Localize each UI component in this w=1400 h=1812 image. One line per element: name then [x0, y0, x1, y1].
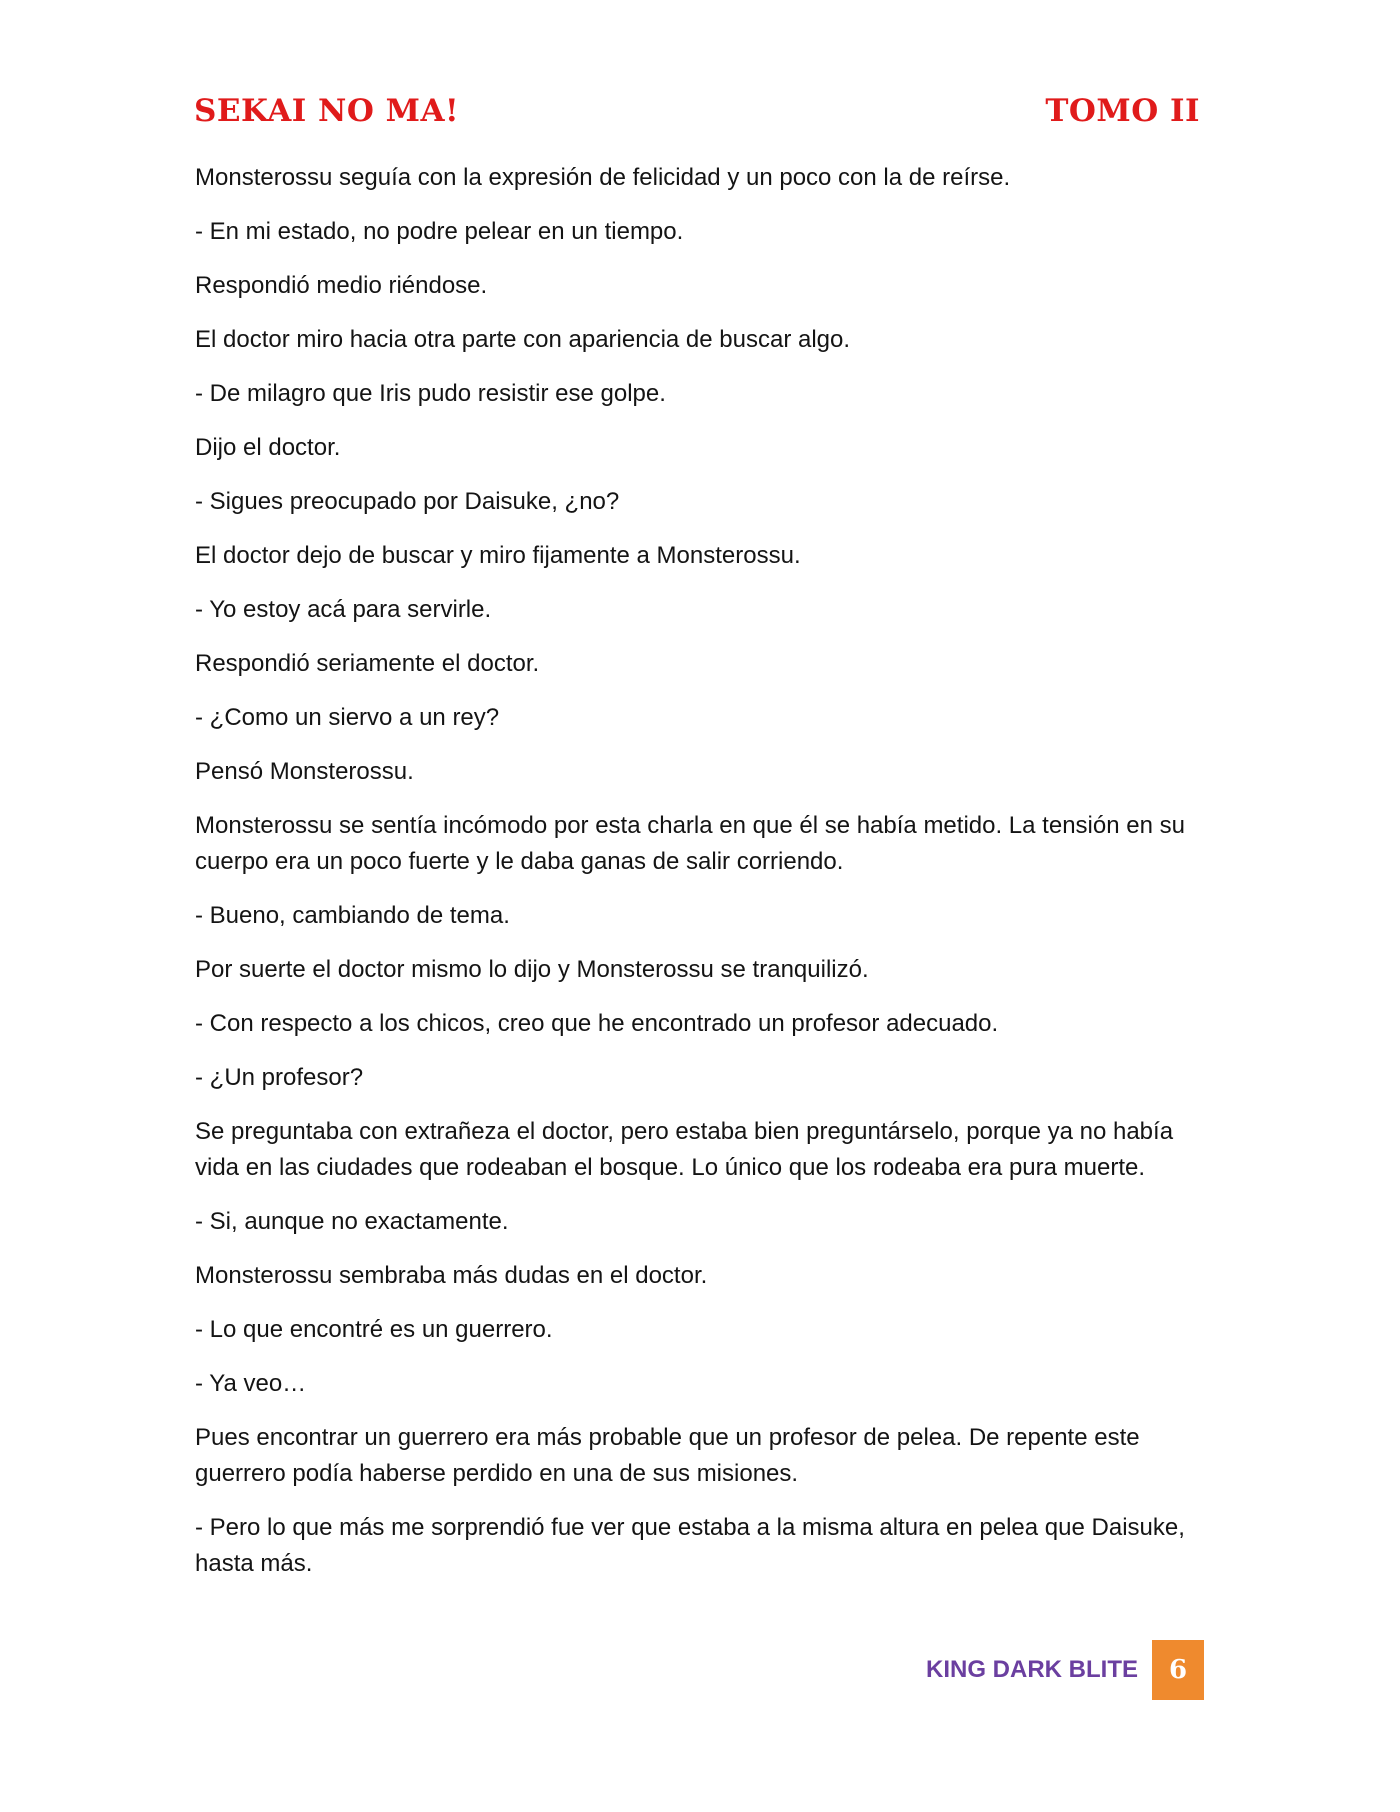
paragraph: Monsterossu sembraba más dudas en el doctor. [195, 1262, 708, 1289]
paragraph: Monsterossu se sentía incómodo por esta charla en que él se había metido. La tensión en su cuerpo era un poco fuerte y le daba ganas de salir corriendo. [195, 812, 1185, 875]
paragraph: El doctor dejo de buscar y miro fijamente a Monsterossu. [195, 542, 801, 569]
paragraph: - Si, aunque no exactamente. [195, 1208, 509, 1235]
paragraph: - Bueno, cambiando de tema. [195, 902, 510, 929]
page-footer [926, 1640, 1204, 1700]
volume-title: TOMO II [1045, 93, 1200, 129]
paragraph: El doctor miro hacia otra parte con apariencia de buscar algo. [195, 326, 851, 353]
paragraph: Pensó Monsterossu. [195, 758, 414, 785]
paragraph: - Yo estoy acá para servirle. [195, 596, 492, 623]
page-number-badge: 6 [1152, 1640, 1204, 1700]
paragraph: - Lo que encontré es un guerrero. [195, 1316, 553, 1343]
page-header [194, 88, 1200, 134]
paragraph: - Pero lo que más me sorprendió fue ver que estaba a la misma altura en pelea que Daisuke, hasta más. [195, 1514, 1185, 1577]
paragraph: - De milagro que Iris pudo resistir ese golpe. [195, 380, 666, 407]
book-title: SEKAI NO MA! [194, 93, 460, 129]
author-name: KING DARK BLITE [926, 1656, 1138, 1683]
paragraph: Dijo el doctor. [195, 434, 341, 461]
body-text [195, 160, 1205, 1600]
paragraph: Respondió medio riéndose. [195, 272, 488, 299]
paragraph: - En mi estado, no podre pelear en un tiempo. [195, 218, 684, 245]
paragraph: Monsterossu seguía con la expresión de felicidad y un poco con la de reírse. [195, 164, 1011, 191]
paragraph: - Ya veo… [195, 1370, 307, 1397]
paragraph: - ¿Un profesor? [195, 1064, 364, 1091]
paragraph: Respondió seriamente el doctor. [195, 650, 540, 677]
paragraph: Se preguntaba con extrañeza el doctor, pero estaba bien preguntárselo, porque ya no había vida en las ciudades que rodeaban el bosque. Lo único que los rodeaba era pura muerte. [195, 1118, 1174, 1181]
paragraph: Pues encontrar un guerrero era más probable que un profesor de pelea. De repente este guerrero podía haberse perdido en una de sus misiones. [195, 1424, 1140, 1487]
paragraph: - Sigues preocupado por Daisuke, ¿no? [195, 488, 620, 515]
paragraph: Por suerte el doctor mismo lo dijo y Monsterossu se tranquilizó. [195, 956, 869, 983]
paragraph: - Con respecto a los chicos, creo que he encontrado un profesor adecuado. [195, 1010, 999, 1037]
paragraph: - ¿Como un siervo a un rey? [195, 704, 500, 731]
